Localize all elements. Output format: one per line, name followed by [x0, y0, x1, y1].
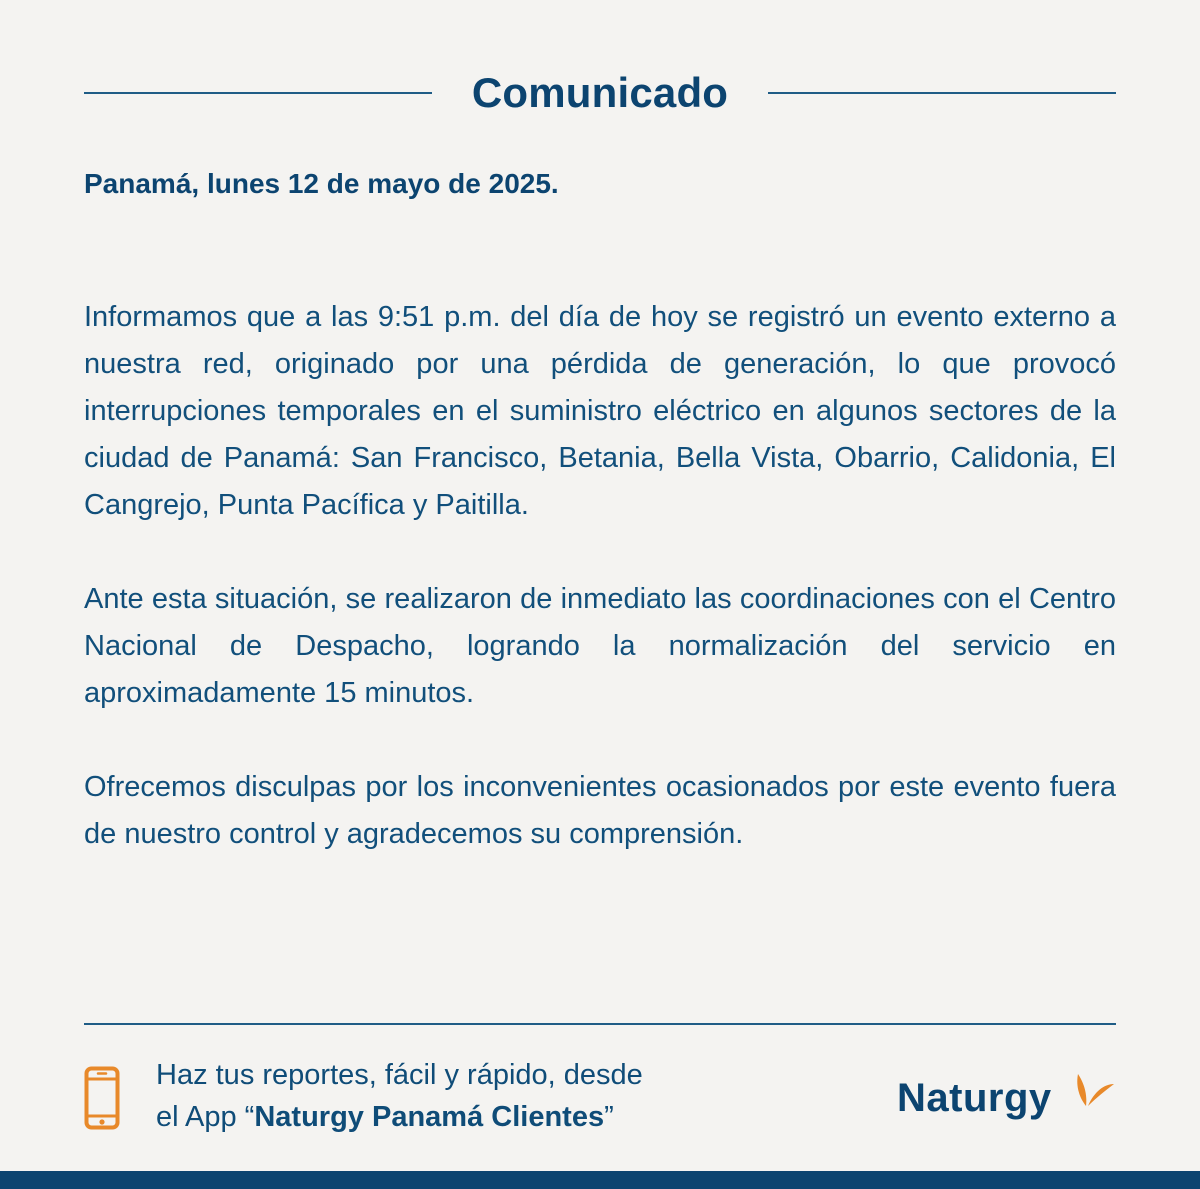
paragraph-event: Informamos que a las 9:51 p.m. del día de hoy se registró un evento externo a nuestra red, originado por una pérdida de generación, lo que provocó interrupciones temporales en el suministro eléctrico en algunos sectores de la ciudad de Panamá: San Francisco, Betania, Bella Vista, Obarrio, Calidonia, El Cangrejo, Punta Pacífica y Paitilla. — [84, 301, 1116, 521]
paragraph-apology: Ofrecemos disculpas por los inconvenientes ocasionados por este evento fuera de nuestro control y agradecemos su comprensión. — [84, 771, 1116, 850]
header — [84, 64, 1116, 124]
app-promo — [156, 1054, 643, 1138]
promo-line-1: Haz tus reportes, fácil y rápido, desde — [156, 1059, 643, 1091]
promo-line-2-prefix: el App “ — [156, 1101, 255, 1133]
naturgy-logo — [897, 1070, 1117, 1130]
promo-app-name: Naturgy Panamá Clientes — [254, 1101, 605, 1133]
footer-rule — [84, 1023, 1116, 1025]
promo-line-2 — [156, 1096, 643, 1138]
dateline: Panamá, lunes 12 de mayo de 2025. — [84, 168, 559, 199]
promo-line-2-suffix: ” — [604, 1101, 614, 1133]
paragraph-coordination: Ante esta situación, se realizaron de inmediato las coordinaciones con el Centro Nacional de Despacho, logrando la normalización del servicio en aproximadamente 15 minutos. — [84, 583, 1116, 709]
smartphone-icon — [84, 1066, 120, 1130]
page-title: Comunicado — [471, 69, 729, 116]
butterfly-icon — [1072, 1070, 1116, 1114]
bottom-bar — [0, 1171, 1200, 1189]
header-rule-right — [768, 92, 1116, 94]
brand-wordmark: Naturgy — [897, 1076, 1052, 1120]
